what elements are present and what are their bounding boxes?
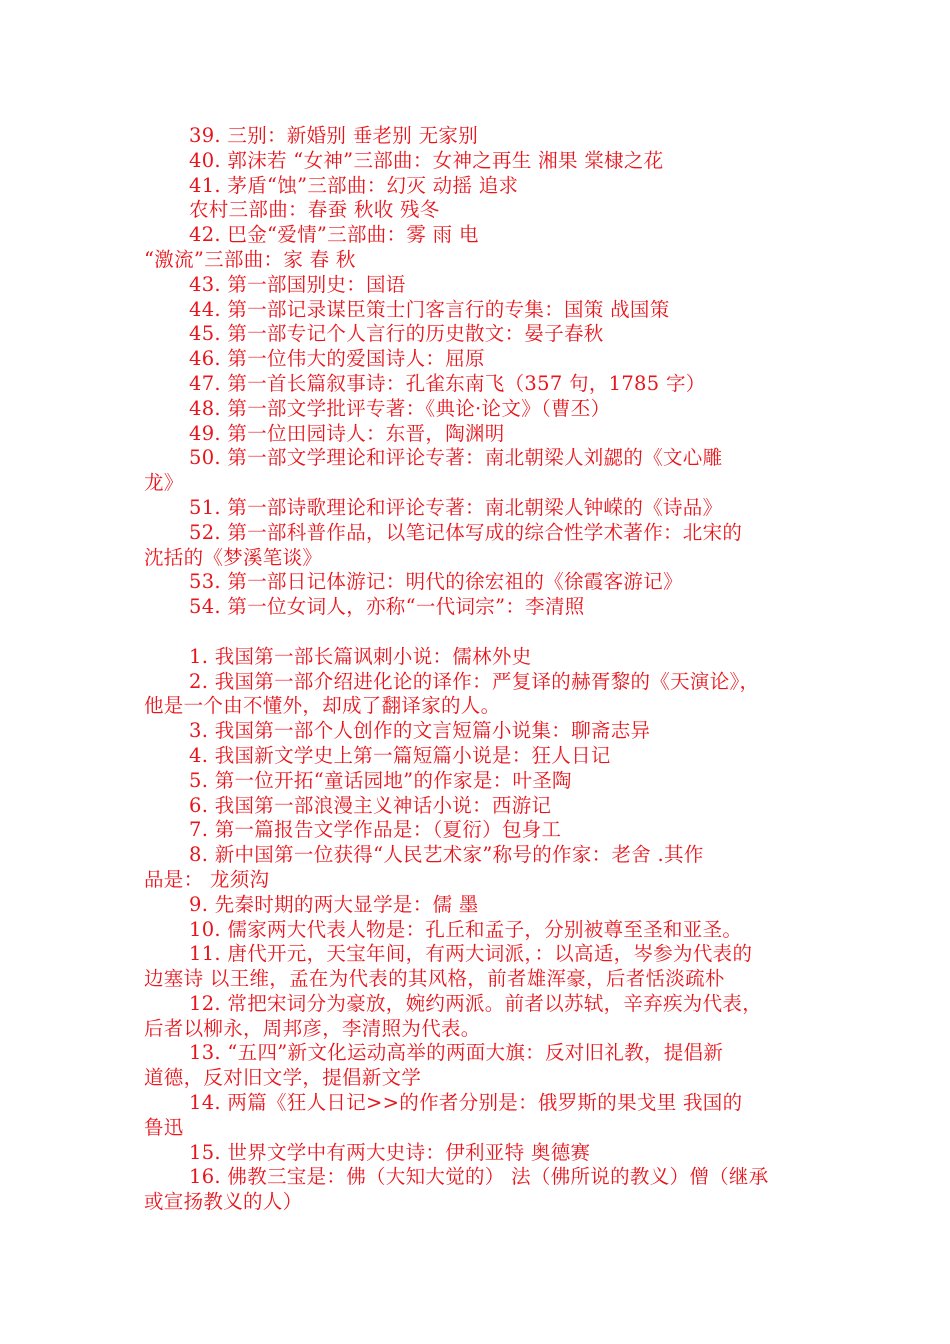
text-line: 47. 第一首长篇叙事诗：孔雀东南飞（357 句，1785 字） (189, 371, 706, 395)
text-line: 龙》 (144, 471, 184, 495)
text-line: 11. 唐代开元，天宝年间，有两大词派，：以高适，岑参为代表的 (189, 942, 753, 966)
text-line: 49. 第一位田园诗人：东晋，陶渊明 (189, 421, 505, 445)
text-line: 5. 第一位开拓“童话园地”的作家是：叶圣陶 (189, 768, 572, 792)
text-line: 14. 两篇《狂人日记>>的作者分别是：俄罗斯的果戈里 我国的 (189, 1091, 743, 1115)
text-line: 41. 茅盾“蚀”三部曲：幻灭 动摇 追求 (189, 173, 519, 197)
text-line: 4. 我国新文学史上第一篇短篇小说是：狂人日记 (189, 743, 611, 767)
text-line: 53. 第一部日记体游记：明代的徐宏祖的《徐霞客游记》 (189, 570, 683, 594)
text-line: 8. 新中国第一位获得“人民艺术家”称号的作家：老舍 .其作 (189, 843, 704, 867)
text-line: 10. 儒家两大代表人物是：孔丘和孟子，分别被尊至圣和亚圣。 (189, 917, 743, 941)
text-line: 边塞诗 以王维，孟在为代表的其风格，前者雄浑豪，后者恬淡疏朴 (144, 967, 725, 991)
text-line: 沈括的《梦溪笔谈》 (144, 545, 323, 569)
text-line: 9. 先秦时期的两大显学是：儒 墨 (189, 892, 479, 916)
text-line: 6. 我国第一部浪漫主义神话小说：西游记 (189, 793, 552, 817)
text-line: 48. 第一部文学批评专著：《典论·论文》（曹丕） (189, 396, 611, 420)
text-line: 40. 郭沫若 “女神”三部曲：女神之再生 湘果 棠棣之花 (189, 148, 664, 172)
text-line: 54. 第一位女词人，亦称“一代词宗”：李清照 (189, 595, 585, 619)
text-line: 3. 我国第一部个人创作的文言短篇小说集：聊斋志异 (189, 719, 651, 743)
text-line: 39. 三别：新婚别 垂老别 无家别 (189, 124, 479, 147)
document-body (144, 124, 824, 1215)
text-line: 16. 佛教三宝是：佛（大知大觉的） 法（佛所说的教义）僧（继承 (189, 1165, 769, 1189)
text-line: 品是： 龙须沟 (144, 867, 270, 891)
blank-line (144, 620, 824, 645)
text-line: 44. 第一部记录谋臣策士门客言行的专集：国策 战国策 (189, 297, 670, 321)
text-line: 道德，反对旧文学，提倡新文学 (144, 1066, 422, 1090)
text-line: 45. 第一部专记个人言行的历史散文：晏子春秋 (189, 322, 604, 346)
text-line: 46. 第一位伟大的爱国诗人：屈原 (189, 347, 485, 371)
text-line: 51. 第一部诗歌理论和评论专著：南北朝梁人钟嵘的《诗品》 (189, 495, 723, 519)
text-line: 50. 第一部文学理论和评论专著：南北朝梁人刘勰的《文心雕 (189, 446, 723, 470)
text-line: 42. 巴金“爱情”三部曲：雾 雨 电 (189, 223, 479, 247)
text-line: 52. 第一部科普作品，以笔记体写成的综合性学术著作：北宋的 (189, 520, 743, 544)
text-line: 12. 常把宋词分为豪放，婉约两派。前者以苏轼，辛弃疾为代表， (189, 991, 763, 1015)
text-line: 农村三部曲：春蚕 秋收 残冬 (189, 198, 440, 222)
text-line: 43. 第一部国别史：国语 (189, 272, 406, 296)
text-line: 13. “五四”新文化运动高举的两面大旗：反对旧礼教，提倡新 (189, 1041, 724, 1065)
text-line: 他是一个由不懂外，却成了翻译家的人。 (144, 694, 501, 718)
text-line: “激流”三部曲：家 春 秋 (144, 247, 356, 271)
text-line: 7. 第一篇报告文学作品是：（夏衍）包身工 (189, 818, 562, 842)
text-line: 1. 我国第一部长篇讽刺小说：儒林外史 (189, 644, 532, 668)
text-line: 鲁迅 (144, 1115, 184, 1139)
text-line: 2. 我国第一部介绍进化论的译作：严复译的赫胥黎的《天演论》， (189, 669, 760, 693)
text-line: 后者以柳永，周邦彦，李清照为代表。 (144, 1016, 481, 1040)
text-line: 或宣扬教义的人） (144, 1190, 303, 1214)
text-line: 15. 世界文学中有两大史诗：伊利亚特 奥德赛 (189, 1140, 591, 1164)
